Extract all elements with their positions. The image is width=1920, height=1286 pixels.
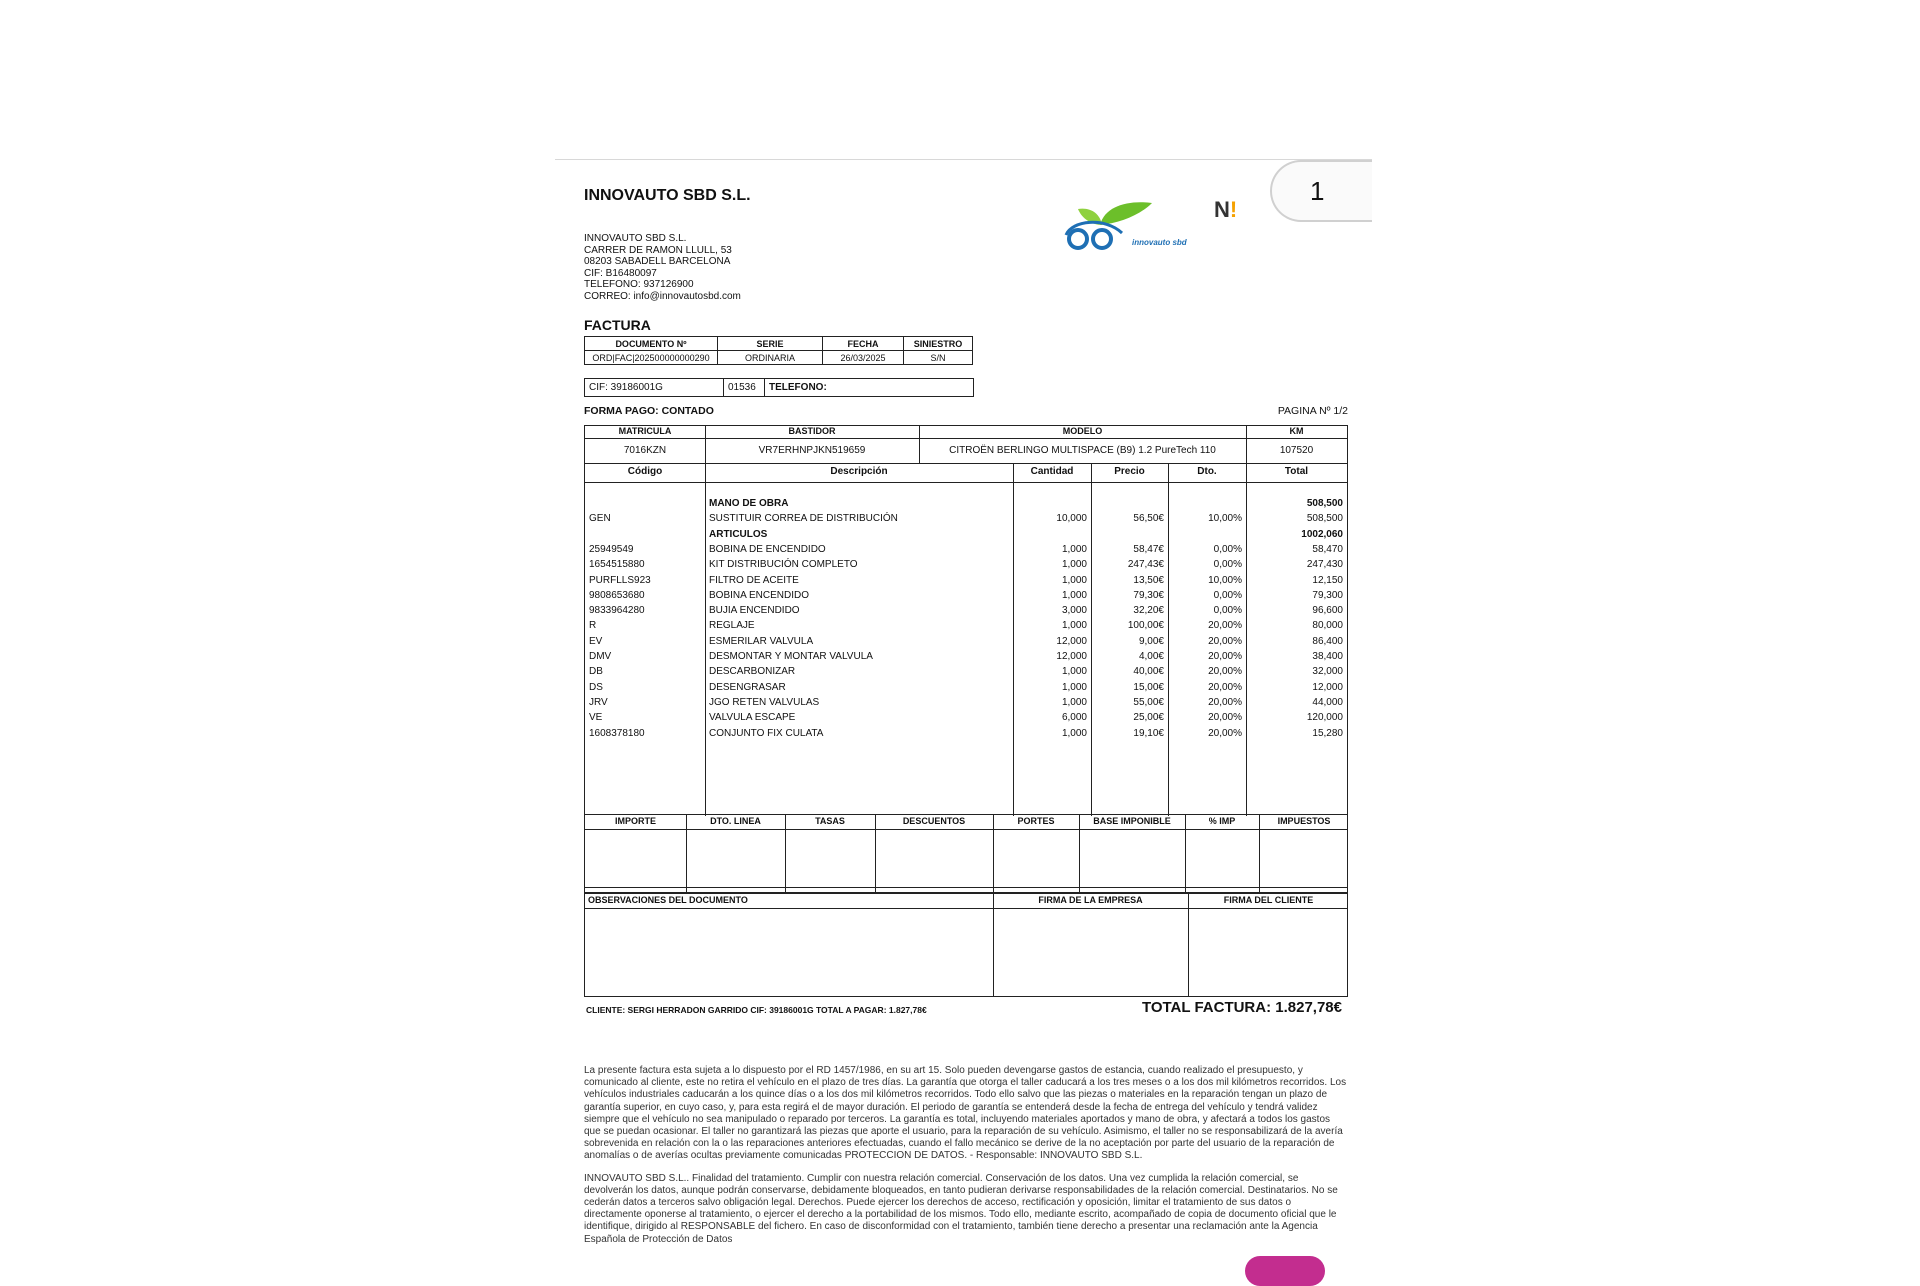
table-row	[585, 590, 1347, 605]
line-price: 55,00€	[1133, 696, 1164, 708]
totals-label: TASAS	[815, 816, 845, 826]
line-qty: 1,000	[1061, 727, 1087, 739]
line-price: 25,00€	[1133, 712, 1164, 724]
line-dto: 10,00%	[1208, 574, 1242, 586]
table-row	[585, 513, 1347, 528]
line-qty: 12,000	[1056, 635, 1087, 647]
vehicle-label: MODELO	[1062, 426, 1103, 436]
totals-label: IMPORTE	[614, 816, 656, 826]
line-code: 1608378180	[589, 727, 645, 739]
table-row	[585, 559, 1347, 574]
firma-cliente-label: FIRMA DEL CLIENTE	[1223, 895, 1314, 905]
line-price: 15,00€	[1133, 681, 1164, 693]
header-label: FECHA	[823, 337, 904, 351]
client-telefono: TELEFONO:	[765, 379, 974, 397]
line-total: 96,600	[1312, 605, 1343, 617]
line-total: 1002,060	[1301, 528, 1343, 540]
line-code: DS	[589, 681, 603, 693]
total-factura: TOTAL FACTURA: 1.827,78€	[1141, 999, 1342, 1016]
line-dto: 20,00%	[1208, 681, 1242, 693]
line-qty: 1,000	[1061, 666, 1087, 678]
viewer-top-divider	[555, 159, 1372, 160]
fecha-value: 26/03/2025	[823, 351, 904, 365]
line-total: 120,000	[1306, 712, 1343, 724]
line-code: DB	[589, 666, 603, 678]
line-price: 13,50€	[1133, 574, 1164, 586]
line-qty: 1,000	[1061, 559, 1087, 571]
divider	[585, 463, 1347, 464]
invoice-header-table	[584, 336, 973, 365]
line-desc: BOBINA ENCENDIDO	[709, 589, 810, 601]
table-row	[585, 666, 1347, 681]
line-dto: 10,00%	[1208, 513, 1242, 525]
line-code: 1654515880	[589, 559, 645, 571]
logo-n-mark: N!	[1214, 197, 1238, 222]
floating-action-circle[interactable]	[1245, 1256, 1325, 1286]
line-code: DMV	[589, 651, 612, 662]
line-dto: 20,00%	[1208, 712, 1242, 724]
table-row	[585, 636, 1347, 651]
line-total: 80,000	[1312, 620, 1343, 632]
legal-text	[584, 1065, 1348, 1256]
line-qty: 10,000	[1056, 513, 1087, 525]
address-line: TELEFONO: 937126900	[584, 279, 694, 290]
column-header: Código	[627, 466, 663, 477]
line-desc: BOBINA DE ENCENDIDO	[709, 543, 826, 555]
line-total: 44,000	[1312, 696, 1343, 708]
header-label: SINIESTRO	[904, 337, 973, 351]
observations-signatures	[584, 893, 1348, 997]
line-qty: 1,000	[1061, 574, 1087, 586]
line-price: 56,50€	[1133, 513, 1164, 525]
vehicle-label: KM	[1289, 426, 1304, 436]
line-desc: MANO DE OBRA	[709, 498, 789, 509]
line-code: R	[589, 620, 597, 632]
line-code: VE	[589, 712, 603, 724]
table-row	[585, 529, 1347, 544]
invoice-title: FACTURA	[584, 317, 651, 333]
address-line: CORREO: info@innovautosbd.com	[584, 290, 741, 302]
table-row	[585, 697, 1347, 712]
totals-label: % IMP	[1208, 816, 1236, 826]
line-total: 79,300	[1312, 589, 1343, 601]
table-row	[585, 498, 1347, 513]
line-code: 25949549	[589, 543, 634, 555]
line-desc: CONJUNTO FIX CULATA	[709, 727, 824, 739]
header-label: DOCUMENTO Nº	[585, 337, 718, 351]
line-qty: 1,000	[1061, 681, 1087, 693]
table-row	[585, 575, 1347, 590]
line-price: 247,43€	[1127, 559, 1164, 571]
column-header: Dto.	[1197, 466, 1217, 477]
line-total: 247,430	[1306, 559, 1343, 571]
totals-label: IMPUESTOS	[1277, 816, 1331, 826]
line-qty: 1,000	[1061, 589, 1087, 601]
bastidor-value: VR7ERHNPJKN519659	[758, 445, 866, 456]
client-code: 01536	[724, 379, 765, 397]
vehicle-label: MATRICULA	[618, 426, 672, 436]
line-total: 15,280	[1312, 727, 1343, 739]
header-label: SERIE	[718, 337, 823, 351]
line-total: 508,500	[1306, 513, 1343, 525]
line-code: 9808653680	[589, 589, 645, 601]
line-code: EV	[589, 635, 603, 647]
legal-paragraph: La presente factura esta sujeta a lo dispuesto por el RD 1457/1986, en su art 15. Solo pueden devengarse gastos de estancia, cuando realizado el presupuesto, y comunicado al cliente, este no retira el vehículo en el plazo de tres días. La garantía que otorga el taller caducará a los tres meses o a los dos mil kilómetros recorridos. Los vehículos industriales caducarán a los quince días o a los dos mil kilómetros recorridos. Todo ello salvo que las piezas o materiales en la reparación tengan un plazo de garantía superior, en cuyo caso, y, para esta regirá el de mayor duración. El periodo de garantía se entenderá desde la fecha de entrega del vehículo y tendrá validez siempre que el vehículo no sea manipulado o reparado por terceros. La garantía es total, incluyendo materiales aportados y mano de obra, y afectará a todos los gastos que se puedan ocasionar. El taller no garantizará las piezas que aporte el usuario, para la reparación de su vehículo. Asimismo, el taller no se responsabilizará de la avería sobrevenida en relación con la o las reparaciones anteriores efectuadas, cuando el fallo mecánico se derive de la no aceptación por parte del usuario de la reparación de anomalías o de averías ocultas previamente comunicadas PROTECCION DE DATOS. - Responsable: INNOVAUTO SBD S.L.	[584, 1065, 1347, 1162]
address-line: INNOVAUTO SBD S.L.	[584, 233, 687, 244]
line-dto: 0,00%	[1213, 559, 1242, 571]
line-total: 58,470	[1312, 543, 1343, 555]
serie-value: ORDINARIA	[718, 351, 823, 365]
line-code: PURFLLS923	[589, 574, 651, 586]
legal-paragraph: INNOVAUTO SBD S.L.. Finalidad del tratamiento. Cumplir con nuestra relación comercial. Conservación de los datos. Una vez cumplida la relación comercial, se devolverán los datos, aunque podrán conservarse, debidamente bloqueados, en tanto pudieran derivarse responsabilidades de la relación comercial. Destinatarios. No se cederán datos a terceros salvo obligación legal. Derechos. Puede ejercer los derechos de acceso, rectificación y oposición, limitar el tratamiento de sus datos o directamente oponerse al tratamiento, o ejercer el derecho a la portabilidad de los mismos. Todo ello, mediante escrito, acompañado de copia de documento oficial que le identifique, dirigido al RESPONSABLE del fichero. En caso de disconformidad con el tratamiento, también tiene derecho a presentar una reclamación ante la Agencia Española de Protección de Datos	[584, 1172, 1338, 1245]
line-qty: 3,000	[1061, 605, 1087, 617]
siniestro-value: S/N	[904, 351, 973, 365]
line-dto: 20,00%	[1208, 727, 1242, 739]
column-header: Descripción	[830, 466, 888, 477]
forma-pago: FORMA PAGO: CONTADO	[584, 405, 714, 417]
line-total: 38,400	[1312, 651, 1343, 662]
table-row	[585, 620, 1347, 635]
matricula-value: 7016KZN	[623, 445, 667, 456]
pagina-number: PAGINA Nº 1/2	[1277, 405, 1348, 417]
table-row	[585, 605, 1347, 620]
document-number: ORD|FAC|202500000000290	[585, 351, 718, 365]
totals-label: PORTES	[1017, 816, 1055, 826]
line-qty: 1,000	[1061, 543, 1087, 555]
line-desc: BUJIA ENCENDIDO	[709, 605, 800, 617]
line-desc: REGLAJE	[709, 620, 755, 632]
line-code: JRV	[589, 696, 608, 708]
column-header: Total	[1284, 466, 1309, 477]
line-price: 32,20€	[1133, 605, 1164, 617]
line-total: 32,000	[1312, 666, 1343, 678]
line-code: 9833964280	[589, 605, 645, 617]
cliente-summary: CLIENTE: SERGI HERRADON GARRIDO CIF: 39186001G TOTAL A PAGAR: 1.827,78€	[586, 1005, 927, 1015]
table-row	[585, 682, 1347, 697]
line-price: 58,47€	[1133, 543, 1164, 555]
line-desc: DESMONTAR Y MONTAR VALVULA	[709, 651, 873, 662]
line-dto: 0,00%	[1213, 605, 1242, 617]
client-cif: CIF: 39186001G	[585, 379, 724, 397]
line-price: 40,00€	[1133, 666, 1164, 678]
line-price: 100,00€	[1127, 620, 1164, 632]
line-total: 86,400	[1312, 635, 1343, 647]
totals-label: BASE IMPONIBLE	[1093, 816, 1171, 826]
divider	[585, 438, 1347, 439]
line-price: 79,30€	[1133, 589, 1164, 601]
line-qty: 12,000	[1056, 651, 1087, 662]
divider	[585, 482, 1347, 483]
page-number-badge[interactable]: 1	[1270, 160, 1372, 222]
line-desc: DESCARBONIZAR	[709, 666, 796, 678]
vehicle-label: BASTIDOR	[788, 426, 836, 436]
line-price: 9,00€	[1138, 635, 1164, 647]
line-desc: FILTRO DE ACEITE	[709, 574, 799, 586]
svg-text:innovauto sbd: innovauto sbd	[1132, 238, 1187, 247]
company-title: INNOVAUTO SBD S.L.	[584, 187, 751, 204]
line-total: 508,500	[1306, 498, 1343, 509]
line-desc: ARTICULOS	[709, 528, 768, 540]
line-desc: SUSTITUIR CORREA DE DISTRIBUCIÓN	[709, 513, 898, 525]
line-desc: VALVULA ESCAPE	[709, 712, 796, 724]
table-row	[585, 544, 1347, 559]
km-value: 107520	[1279, 445, 1314, 456]
line-dto: 20,00%	[1208, 635, 1242, 647]
line-desc: JGO RETEN VALVULAS	[709, 696, 820, 708]
column-header: Cantidad	[1030, 466, 1074, 477]
modelo-value: CITROËN BERLINGO MULTISPACE (B9) 1.2 PureTech 110	[949, 445, 1216, 456]
line-dto: 0,00%	[1213, 589, 1242, 601]
line-items-table	[584, 425, 1348, 815]
line-dto: 20,00%	[1208, 666, 1242, 678]
line-dto: 20,00%	[1208, 696, 1242, 708]
address-line: CIF: B16480097	[584, 267, 657, 279]
line-price: 4,00€	[1138, 651, 1164, 662]
line-qty: 6,000	[1061, 712, 1087, 724]
client-cif-table	[584, 378, 974, 397]
line-qty: 1,000	[1061, 696, 1087, 708]
line-code: GEN	[589, 513, 611, 525]
line-price: 19,10€	[1133, 727, 1164, 739]
line-dto: 20,00%	[1208, 651, 1242, 662]
company-address	[584, 233, 741, 302]
line-desc: ESMERILAR VALVULA	[709, 635, 814, 647]
line-desc: DESENGRASAR	[709, 681, 786, 693]
line-desc: KIT DISTRIBUCIÓN COMPLETO	[709, 559, 858, 571]
firma-empresa-label: FIRMA DE LA EMPRESA	[1038, 895, 1143, 905]
table-row	[585, 712, 1347, 727]
line-total: 12,150	[1312, 574, 1343, 586]
address-line: CARRER DE RAMON LLULL, 53	[584, 244, 732, 256]
totals-label: DESCUENTOS	[902, 816, 966, 826]
address-line: 08203 SABADELL BARCELONA	[584, 256, 731, 267]
line-dto: 0,00%	[1213, 543, 1242, 555]
column-header: Precio	[1114, 466, 1145, 477]
line-qty: 1,000	[1061, 620, 1087, 632]
line-dto: 20,00%	[1208, 620, 1242, 632]
totals-label: DTO. LINEA	[710, 816, 761, 826]
table-row	[585, 728, 1347, 743]
totals-table	[584, 815, 1348, 893]
observaciones-label: OBSERVACIONES DEL DOCUMENTO	[588, 895, 748, 905]
line-total: 12,000	[1312, 681, 1343, 693]
table-row	[585, 651, 1347, 666]
